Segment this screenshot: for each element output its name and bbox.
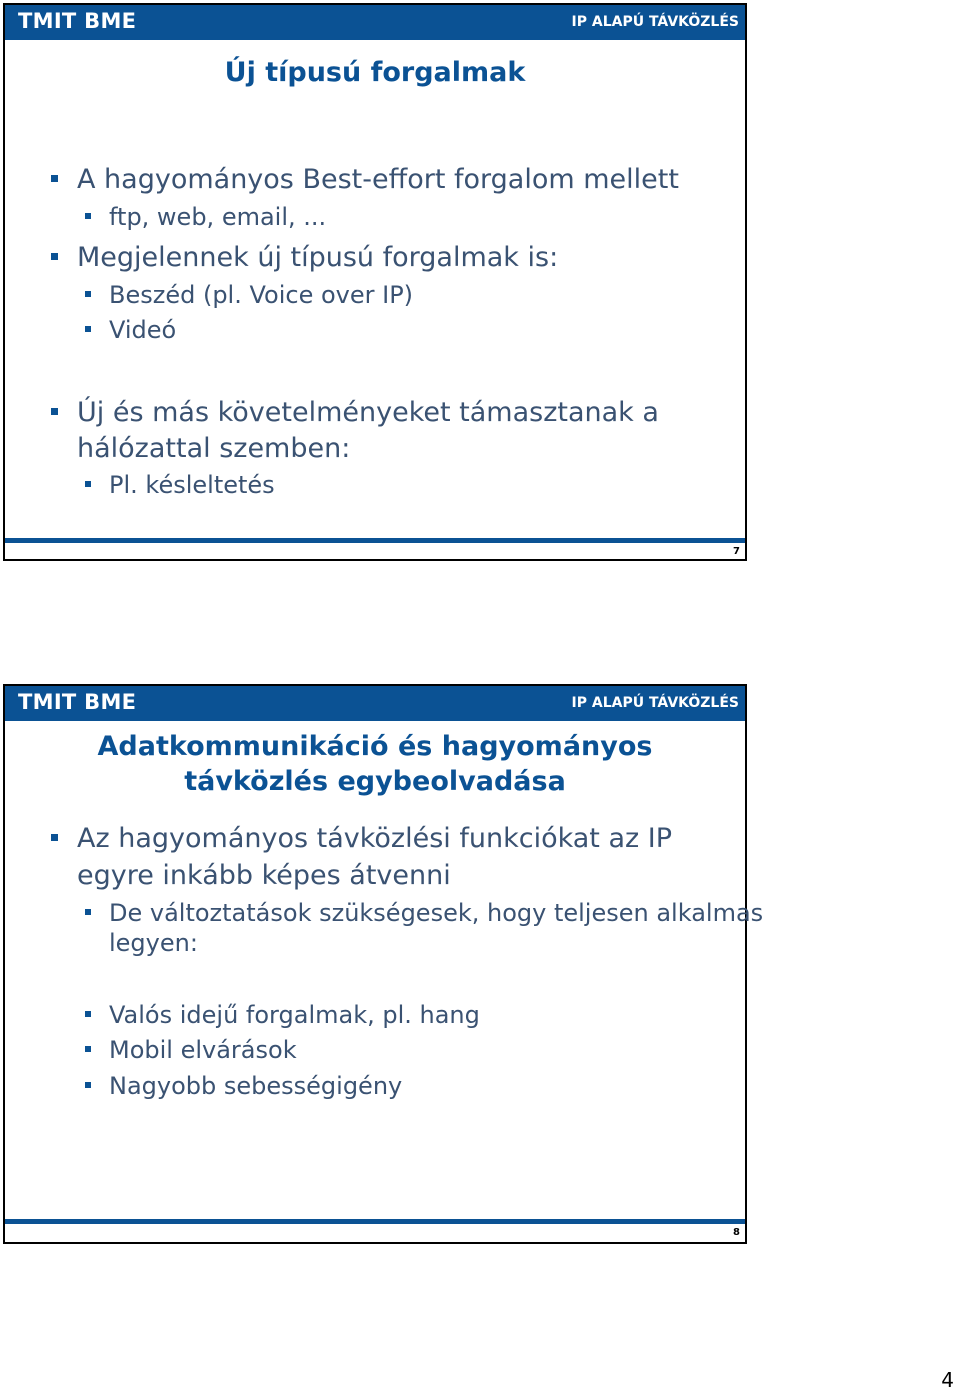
footer-bar	[5, 538, 745, 543]
bullet-continuation	[109, 928, 198, 958]
bullet-item	[77, 395, 659, 431]
bullet-text: legyen:	[109, 929, 198, 957]
bullet-item	[77, 162, 679, 198]
bullet-text: De változtatások szükségesek, hogy teljesen alkalmas	[109, 899, 764, 927]
bullet-marker-icon	[85, 481, 91, 487]
slide-title-line: Adatkommunikáció és hagyományos	[97, 731, 653, 762]
slide-page-number: 8	[733, 1227, 740, 1238]
sub-bullet-item	[109, 280, 413, 310]
bullet-text: ftp, web, email, ...	[109, 203, 327, 231]
bullet-item	[77, 821, 672, 857]
bullet-marker-icon	[85, 909, 91, 915]
bullet-marker-icon	[85, 291, 91, 297]
bullet-text: Valós idejű forgalmak, pl. hang	[109, 1001, 480, 1029]
sub-bullet-item	[109, 315, 176, 345]
bullet-marker-icon	[51, 253, 58, 260]
slide-page-number: 7	[733, 546, 740, 557]
bullet-text: Az hagyományos távközlési funkciókat az IP	[77, 823, 673, 854]
bullet-marker-icon	[51, 408, 58, 415]
sub-bullet-item	[109, 1000, 480, 1030]
bullet-text: A hagyományos Best-effort forgalom mellett	[77, 164, 679, 195]
bullet-marker-icon	[85, 1046, 91, 1052]
bullet-text: Pl. késleltetés	[109, 471, 275, 499]
footer-bar	[5, 1219, 745, 1224]
slide-title	[5, 57, 745, 88]
bullet-continuation	[77, 858, 451, 894]
bullet-text: Új és más követelményeket támasztanak a	[77, 397, 659, 428]
slide-title-line: Új típusú forgalmak	[224, 57, 526, 88]
bullet-text: egyre inkább képes átvenni	[77, 860, 451, 891]
brand-label: TMIT BME	[18, 690, 137, 714]
sub-bullet-item	[109, 898, 763, 928]
bullet-marker-icon	[85, 326, 91, 332]
slide-8	[3, 684, 764, 1244]
brand-label: TMIT BME	[18, 9, 137, 33]
document-page-number: 4	[941, 1368, 954, 1392]
slide-7	[3, 3, 747, 561]
course-label: IP ALAPÚ TÁVKÖZLÉS	[571, 695, 739, 711]
bullet-text: Megjelennek új típusú forgalmak is:	[77, 242, 559, 273]
sub-bullet-item	[109, 1071, 402, 1101]
sub-bullet-item	[109, 202, 326, 232]
bullet-marker-icon	[85, 213, 91, 219]
slide-title-line: távközlés egybeolvadása	[184, 766, 566, 797]
sub-bullet-item	[109, 1035, 297, 1065]
bullet-item	[77, 240, 558, 276]
slide-title	[5, 729, 745, 799]
bullet-text: Videó	[109, 316, 177, 344]
bullet-text: hálózattal szemben:	[77, 433, 351, 464]
slide-header	[5, 5, 745, 40]
bullet-marker-icon	[85, 1011, 91, 1017]
course-label: IP ALAPÚ TÁVKÖZLÉS	[571, 14, 739, 30]
bullet-text: Mobil elvárások	[109, 1036, 297, 1064]
bullet-text: Nagyobb sebességigény	[109, 1072, 403, 1100]
bullet-text: Beszéd (pl. Voice over IP)	[109, 281, 414, 309]
bullet-continuation	[77, 431, 350, 467]
bullet-marker-icon	[51, 175, 58, 182]
slide-header	[5, 686, 745, 721]
bullet-marker-icon	[51, 834, 58, 841]
sub-bullet-item	[109, 470, 275, 500]
bullet-marker-icon	[85, 1082, 91, 1088]
